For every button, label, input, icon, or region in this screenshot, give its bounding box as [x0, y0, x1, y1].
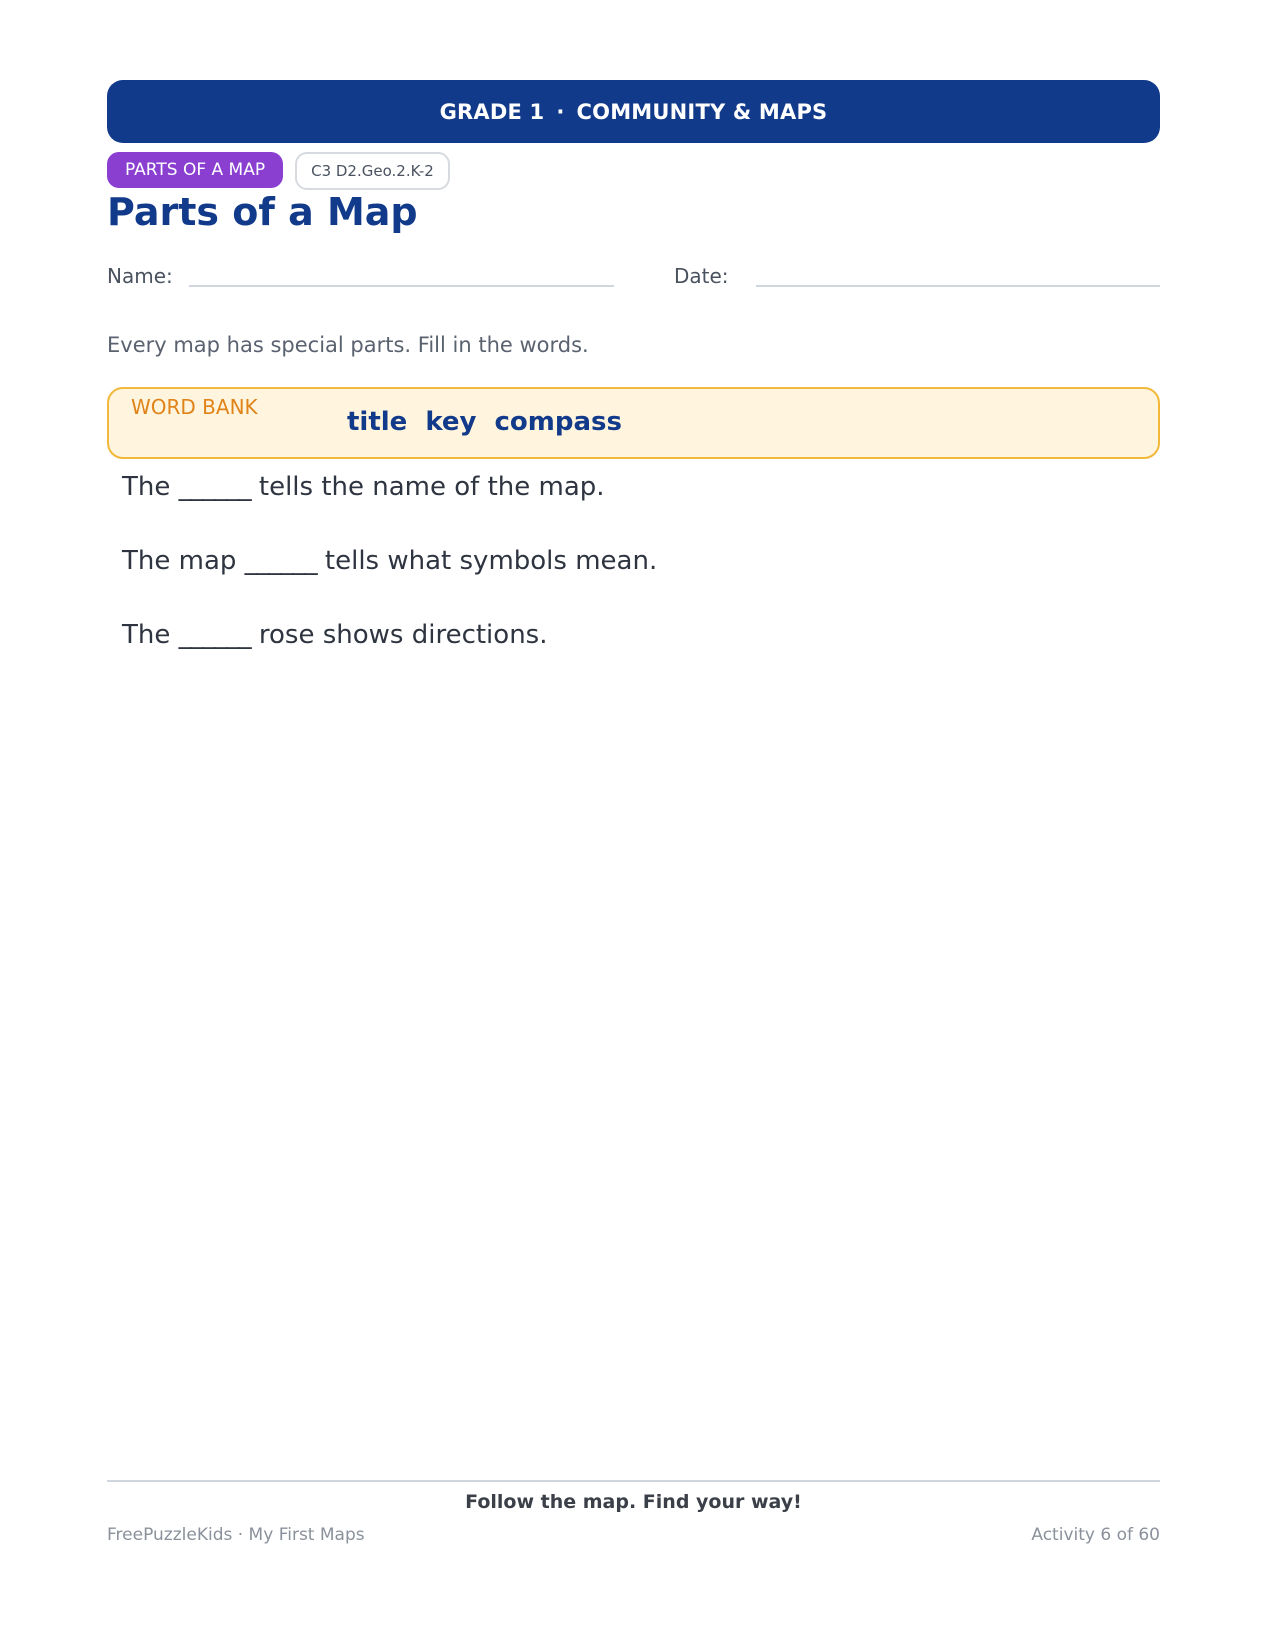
instructions: Every map has special parts. Fill in the words.: [107, 333, 589, 357]
sentence-text: The: [122, 472, 171, 502]
name-label: Name:: [107, 264, 173, 288]
standard-tag: C3 D2.Geo.2.K-2: [295, 152, 450, 190]
word-bank-words: [347, 407, 622, 437]
footer-tagline: Follow the map. Find your way!: [465, 1491, 802, 1513]
sentence-2: [122, 546, 657, 576]
word-bank-word: compass: [494, 407, 622, 437]
sentence-text: rose shows directions.: [258, 620, 548, 650]
word-bank: [107, 387, 1160, 459]
tag-row: [107, 152, 450, 190]
footer-activity-count: Activity 6 of 60: [1031, 1525, 1160, 1545]
answer-blank[interactable]: ______: [178, 472, 251, 502]
answer-blank[interactable]: ______: [244, 546, 317, 576]
sentence-text: tells the name of the map.: [258, 472, 605, 502]
date-line[interactable]: [756, 285, 1160, 287]
sentence-text: The: [122, 620, 171, 650]
footer-publisher: FreePuzzleKids · My First Maps: [107, 1525, 365, 1545]
worksheet-page: [107, 80, 1160, 1560]
unit-label: COMMUNITY & MAPS: [576, 99, 828, 124]
page-title: Parts of a Map: [107, 190, 418, 234]
date-label: Date:: [674, 264, 729, 288]
name-line[interactable]: [189, 285, 614, 287]
sentence-text: tells what symbols mean.: [324, 546, 658, 576]
sentence-3: [122, 620, 547, 650]
header-separator: ·: [556, 99, 565, 124]
footer-divider: [107, 1480, 1160, 1482]
word-bank-word: title: [347, 407, 408, 437]
topic-tag: PARTS OF A MAP: [107, 152, 283, 188]
sentence-text: The map: [122, 546, 237, 576]
word-bank-label: WORD BANK: [131, 395, 258, 419]
header-banner: [107, 80, 1160, 143]
grade-label: GRADE 1: [439, 99, 545, 124]
answer-blank[interactable]: ______: [178, 620, 251, 650]
sentence-1: [122, 472, 605, 502]
word-bank-word: key: [425, 407, 477, 437]
